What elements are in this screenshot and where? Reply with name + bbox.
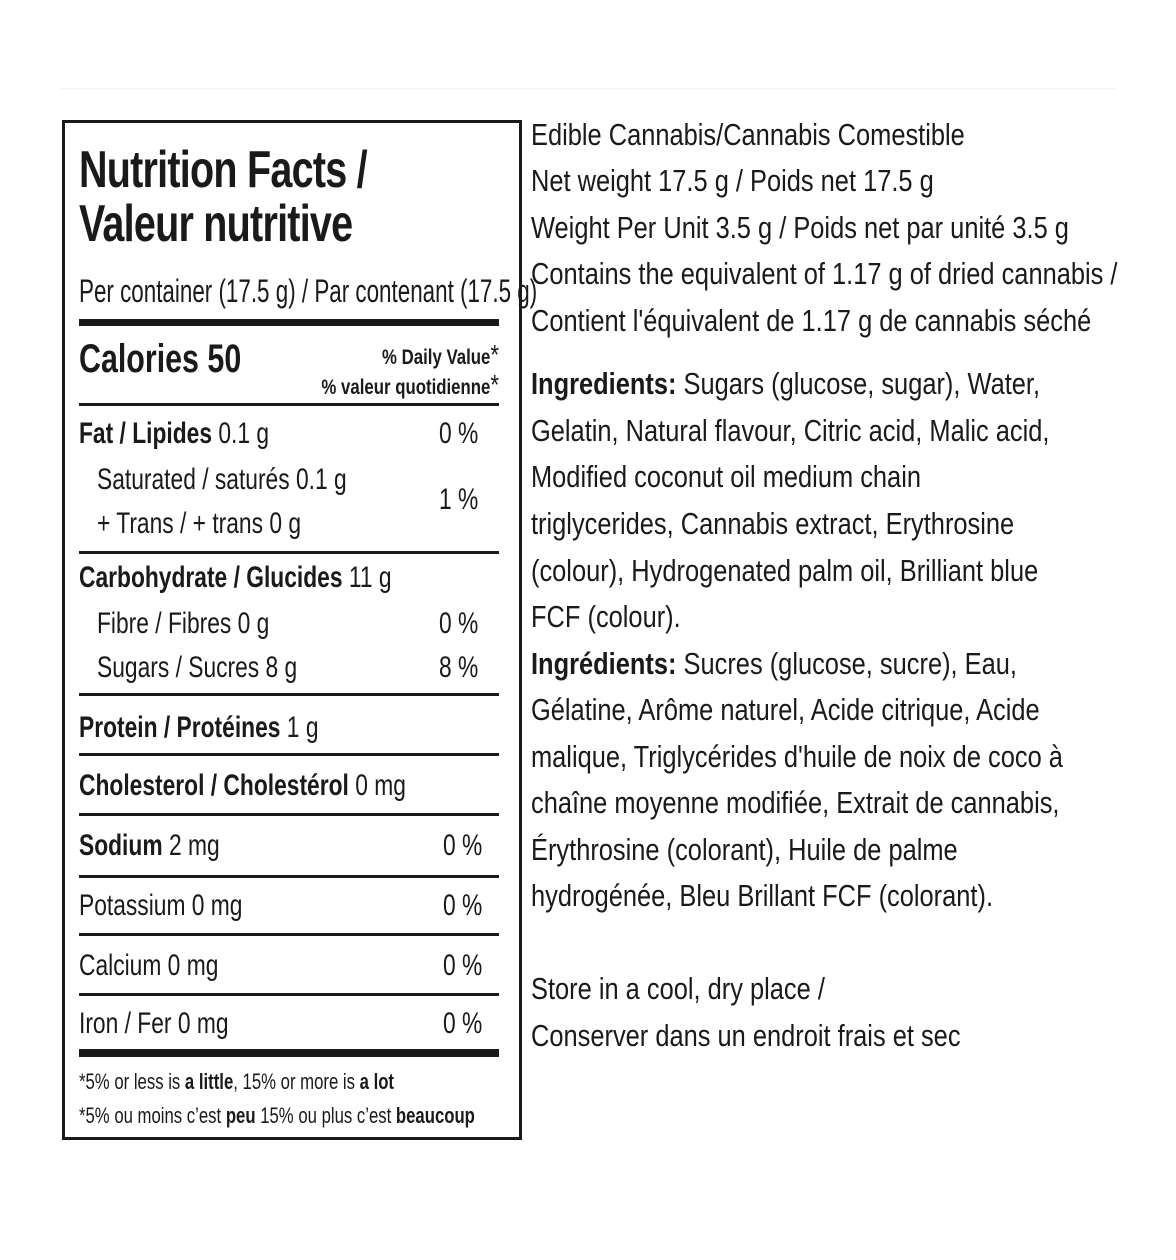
protein-label: Protein / Protéines: [79, 711, 281, 744]
sugars-pct: 8 %: [439, 651, 479, 684]
ingredients-fr-text1: Sucres (glucose, sucre), Eau,: [676, 646, 1017, 681]
rule-thick-bottom: [79, 1049, 499, 1057]
thc-equivalent-en: Contains the equivalent of 1.17 g of dried cannabis /: [531, 256, 1118, 291]
fibre-pct: 0 %: [439, 607, 479, 640]
net-weight: Net weight 17.5 g / Poids net 17.5 g: [531, 163, 934, 198]
ingredients-en-heading: Ingredients:: [531, 366, 677, 401]
nutrition-title-line2: Valeur nutritive: [79, 195, 353, 253]
potassium-pct: 0 %: [443, 889, 483, 922]
fat-amount: 0.1 g: [218, 417, 270, 450]
rule-protein: [79, 753, 499, 756]
fat-row: [79, 417, 269, 451]
ingredients-fr-line5: Érythrosine (colorant), Huile de palme: [531, 832, 958, 867]
footnote-en-little: a little: [184, 1069, 234, 1094]
sodium-row: [79, 829, 220, 863]
footnote-en-part2: , 15% or more is: [233, 1069, 360, 1094]
storage-fr: Conserver dans un endroit frais et sec: [531, 1018, 961, 1053]
rule-cholesterol: [79, 813, 499, 816]
footnote-en: [79, 1069, 394, 1095]
carb-amount: 11 g: [348, 561, 392, 594]
unit-weight: Weight Per Unit 3.5 g / Poids net par unité 3.5 g: [531, 210, 1069, 245]
calcium-pct: 0 %: [443, 949, 483, 982]
ingredients-fr-heading: Ingrédients:: [531, 646, 677, 681]
iron-pct: 0 %: [443, 1007, 483, 1040]
calories-row: [79, 337, 241, 381]
ingredients-en-line3: Modified coconut oil medium chain: [531, 459, 921, 494]
thc-equivalent-fr: Contient l'équivalent de 1.17 g de cannabis séché: [531, 303, 1092, 338]
nutrition-title-line1: Nutrition Facts /: [79, 141, 367, 199]
potassium-row: Potassium 0 mg: [79, 889, 243, 922]
footnote-fr-part2: 15% ou plus c’est: [255, 1103, 396, 1128]
iron-row: Iron / Fer 0 mg: [79, 1007, 229, 1040]
ingredients-fr-line4: chaîne moyenne modifiée, Extrait de cannabis,: [531, 785, 1060, 820]
calories-value: 50: [207, 337, 242, 381]
fibre-row: Fibre / Fibres 0 g: [97, 607, 270, 640]
sodium-pct: 0 %: [443, 829, 483, 862]
nutrition-facts-table: [62, 120, 538, 1140]
footnote-fr-part1: *5% ou moins c’est: [79, 1103, 226, 1128]
footnote-en-alot: a lot: [359, 1069, 395, 1094]
ingredients-fr-line6: hydrogénée, Bleu Brillant FCF (colorant).: [531, 878, 994, 913]
rule-calories: [79, 403, 499, 406]
footnote-fr: [79, 1103, 475, 1129]
rule-fat: [79, 551, 499, 554]
calories-label: Calories: [79, 337, 199, 381]
dv-asterisk-2: *: [490, 369, 499, 400]
rule-sodium: [79, 875, 499, 878]
footnote-en-part1: *5% or less is: [79, 1069, 185, 1094]
daily-value-header: [321, 341, 499, 401]
fat-label: Fat / Lipides: [79, 417, 213, 450]
ingredients-en-line4: triglycerides, Cannabis extract, Erythrosine: [531, 506, 1015, 541]
ingredients-fr-line1: [531, 641, 1017, 688]
footnote-fr-peu: peu: [225, 1103, 256, 1128]
rule-carb: [79, 693, 499, 696]
ingredients-en-line1: [531, 361, 1040, 408]
cholesterol-label: Cholesterol / Cholestérol: [79, 769, 349, 802]
ingredients-en-line5: (colour), Hydrogenated palm oil, Brilliant blue: [531, 553, 1039, 588]
ingredients-fr-line2: Gélatine, Arôme naturel, Acide citrique, Acide: [531, 692, 1040, 727]
top-divider: [60, 88, 1116, 89]
dv-asterisk-1: *: [490, 339, 499, 370]
fat-pct: 0 %: [439, 417, 479, 450]
protein-amount: 1 g: [286, 711, 319, 744]
rule-potassium: [79, 933, 499, 936]
calcium-row: Calcium 0 mg: [79, 949, 219, 982]
nutrition-facts-inner: [79, 123, 538, 1137]
footnote-fr-beaucoup: beaucoup: [395, 1103, 475, 1128]
dv-label-en: % Daily Value: [381, 346, 491, 369]
ingredients-en-line2: Gelatin, Natural flavour, Citric acid, Malic acid,: [531, 413, 1050, 448]
product-type: Edible Cannabis/Cannabis Comestible: [531, 117, 965, 152]
cholesterol-row: [79, 769, 406, 803]
rule-calcium: [79, 993, 499, 996]
serving-size: Per container (17.5 g) / Par contenant (17.5 g): [79, 273, 538, 309]
saturated-row: Saturated / saturés 0.1 g: [97, 463, 347, 496]
cholesterol-amount: 0 mg: [355, 769, 406, 802]
sugars-row: Sugars / Sucres 8 g: [97, 651, 298, 684]
nutrition-title: [79, 143, 367, 251]
storage-en: Store in a cool, dry place /: [531, 971, 825, 1006]
sodium-label: Sodium: [79, 829, 163, 862]
sodium-amount: 2 mg: [168, 829, 220, 862]
ingredients-en-line6: FCF (colour).: [531, 599, 681, 634]
protein-row: [79, 711, 319, 745]
ingredients-en-text1: Sugars (glucose, sugar), Water,: [676, 366, 1041, 401]
carb-label: Carbohydrate / Glucides: [79, 561, 343, 594]
carb-row: [79, 561, 392, 595]
ingredients-fr-line3: malique, Triglycérides d'huile de noix de coco à: [531, 739, 1063, 774]
rule-thick-top: [79, 319, 499, 326]
dv-label-fr: % valeur quotidienne: [321, 376, 491, 399]
trans-row: + Trans / + trans 0 g: [97, 507, 302, 540]
sat-trans-pct: 1 %: [439, 483, 479, 516]
